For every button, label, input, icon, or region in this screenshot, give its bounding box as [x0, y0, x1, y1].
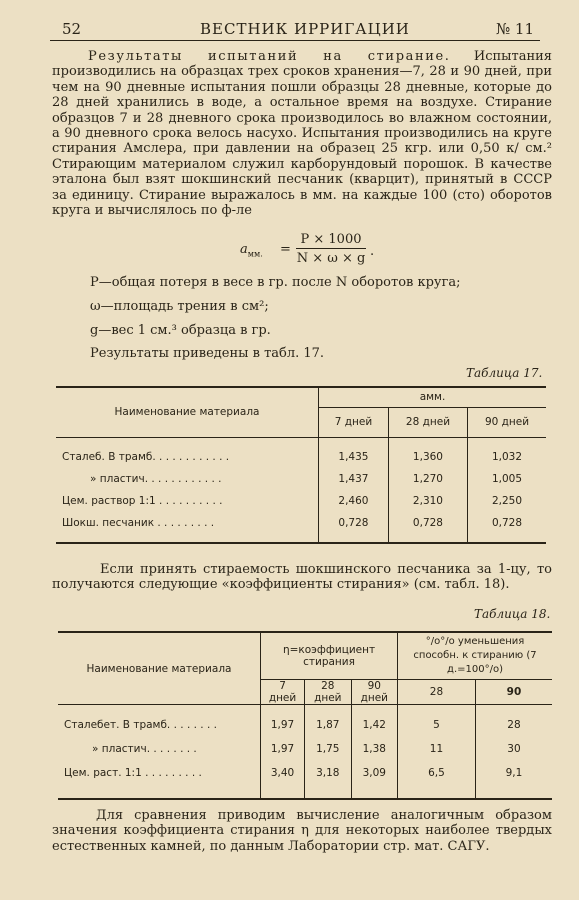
table18-group1-header: η=коэффициент стирания — [261, 632, 398, 680]
journal-title: ВЕСТНИК ИРРИГАЦИИ — [200, 20, 410, 38]
table18-col-7d: 7 дней — [261, 680, 305, 705]
table17-col-28d: 28 дней — [388, 407, 467, 437]
cell-value: 2,250 — [491, 494, 523, 507]
formula-equals: = — [280, 242, 291, 257]
cell-value: 3,09 — [351, 761, 398, 785]
definition-omega: ω—площадь трения в см²; — [90, 299, 269, 314]
intro-text: Испытания производились на образцах трех сроков хранения—7, 28 и 90 дней, при чем на 90 дневные испытания пошли образцы 28 дневные, которые до 28 дней хранились в воде, а остальное время на воздухе. Стирание образцов 7 и 28 дневного срока производилось во влажном состоянии, а 90 дневного срока велось насухо. Испытания производились на круге стирания Амслера, при давлении на образец 25 кгр. или 0,50 к/ см.² Стирающим материалом служил карборундовый порошок. В качестве эталона был взят шокшинский песчаник (кварцит), принятый в СССР за единицу. Стирание выражалось в мм. на каждые 100 (сто) оборотов круга и вычислялось по ф-ле — [52, 49, 552, 219]
cell-value: 1,435 — [319, 446, 389, 468]
table18-col-pct-90: 90 — [475, 680, 552, 705]
cell-value: 1,87 — [305, 713, 352, 737]
table-row — [56, 468, 546, 490]
table-row — [58, 737, 552, 761]
middle-paragraph: Если принять стираемость шокшинского песчаника за 1-цу, то получаются следующие «коэффициенты стирания» (см. табл. 18). — [52, 562, 552, 593]
cell-value: 28 — [507, 719, 521, 731]
table-row — [56, 446, 546, 468]
row-label: » пластич. . . . . . . . — [58, 737, 261, 761]
row-label: Цем. раст. 1:1 . . . . . . . . . — [58, 761, 261, 785]
section-lead: Результаты испытаний на стирание. — [88, 49, 451, 64]
page-number: 52 — [62, 20, 82, 38]
table18-caption: Таблица 18. — [474, 607, 551, 621]
cell-value: 2,310 — [388, 490, 467, 512]
cell-value: 2,460 — [319, 490, 389, 512]
cell-value: 5 — [398, 713, 476, 737]
table17-col-7d: 7 дней — [319, 407, 389, 437]
cell-value: 0,728 — [319, 512, 389, 534]
cell-value: 3,18 — [305, 761, 352, 785]
cell-value: 11 — [398, 737, 476, 761]
row-label: Сталебет. В трамб. . . . . . . . — [58, 713, 261, 737]
table17-col-90d: 90 дней — [468, 407, 546, 437]
cell-value: 1,97 — [261, 737, 305, 761]
table-17 — [56, 386, 546, 544]
cell-value: 1,437 — [319, 468, 389, 490]
formula-period: . — [370, 244, 375, 259]
table18-group2-header: °/о°/о уменьшения способн. к стиранию (7 д.=100°/о) — [398, 632, 552, 680]
row-label: Сталеб. В трамб. . . . . . . . . . . . — [56, 446, 319, 468]
table17-name-header: Наименование материала — [56, 387, 319, 437]
issue-number: № 11 — [495, 20, 534, 38]
table17-caption: Таблица 17. — [466, 366, 543, 380]
table18-col-pct-28: 28 — [398, 680, 476, 705]
cell-value: 1,360 — [388, 446, 467, 468]
table-row — [58, 761, 552, 785]
cell-value: 1,270 — [388, 468, 467, 490]
cell-value: 0,728 — [491, 516, 523, 529]
intro-paragraph — [52, 49, 552, 218]
row-label: Шокш. песчаник . . . . . . . . . — [56, 512, 319, 534]
closing-paragraph: Для сравнения приводим вычисление аналогичным образом значения коэффициента стирания η для некоторых наиболее твердых естественных камней, по данным Лаборатории стр. мат. САГУ. — [52, 808, 552, 854]
abrasion-formula — [240, 232, 400, 268]
table18-col-28d: 28 дней — [305, 680, 352, 705]
cell-value: 3,40 — [261, 761, 305, 785]
definition-p: P—общая потеря в весе в гр. после N оборотов круга; — [90, 275, 461, 290]
formula-denominator: N × ω × g — [296, 251, 366, 266]
cell-value: 1,38 — [351, 737, 398, 761]
table18-name-header: Наименование материала — [58, 632, 261, 705]
table17-reference: Результаты приведены в табл. 17. — [90, 346, 325, 361]
cell-value: 6,5 — [398, 761, 476, 785]
table-row — [56, 512, 546, 534]
row-label: Цем. раствор 1:1 . . . . . . . . . . — [56, 490, 319, 512]
cell-value: 1,75 — [305, 737, 352, 761]
table-row — [58, 713, 552, 737]
cell-value: 1,005 — [491, 472, 523, 485]
cell-value: 9,1 — [505, 767, 523, 779]
table-18 — [58, 631, 552, 800]
cell-value: 0,728 — [388, 512, 467, 534]
table-row — [56, 490, 546, 512]
table18-col-90d: 90 дней — [351, 680, 398, 705]
running-header — [50, 18, 540, 41]
cell-value: 1,032 — [491, 450, 523, 463]
definition-g: g—вес 1 см.³ образца в гр. — [90, 323, 271, 338]
table17-group-header: aмм. — [319, 387, 547, 407]
row-label: » пластич. . . . . . . . . . . . — [56, 468, 319, 490]
formula-numerator: P × 1000 — [296, 232, 366, 249]
cell-value: 1,42 — [351, 713, 398, 737]
formula-lhs: $a_{мм.}$ — [240, 242, 263, 259]
cell-value: 30 — [507, 743, 521, 755]
cell-value: 1,97 — [261, 713, 305, 737]
